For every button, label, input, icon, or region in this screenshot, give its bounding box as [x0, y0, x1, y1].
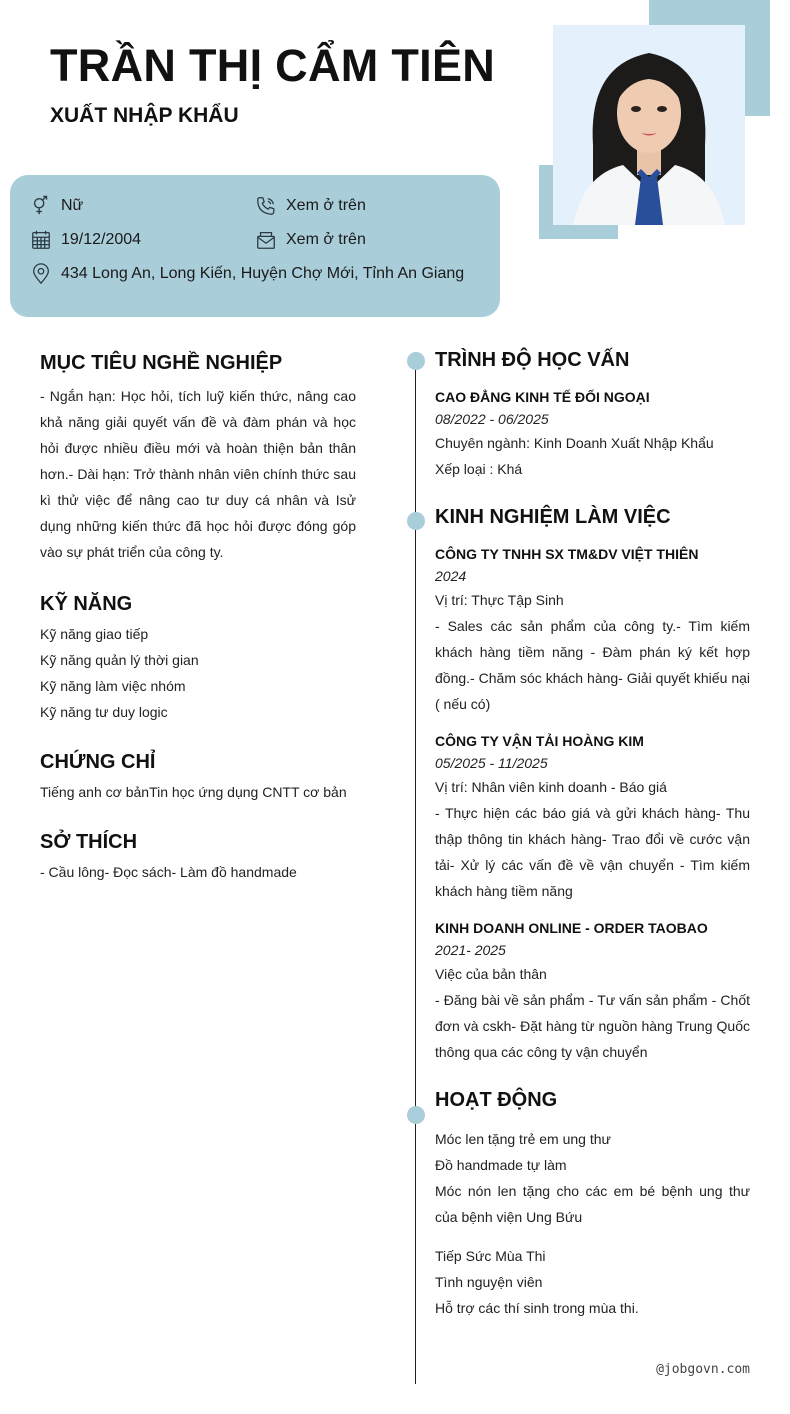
- birthday-value: 19/12/2004: [61, 231, 142, 248]
- education-title: TRÌNH ĐỘ HỌC VẤN: [435, 349, 630, 371]
- contact-birthday: [30, 229, 141, 251]
- objective-title: MỤC TIÊU NGHỀ NGHIỆP: [40, 352, 283, 374]
- contact-info-box: [10, 175, 500, 317]
- experience-title: KINH NGHIỆM LÀM VIỆC: [435, 506, 671, 528]
- activity-role: Đồ handmade tự làm: [435, 1157, 567, 1173]
- profile-photo-illustration: [553, 25, 745, 225]
- watermark: @jobgovn.com: [656, 1362, 750, 1377]
- education-date: 08/2022 - 06/2025: [435, 411, 549, 427]
- skill-item: Kỹ năng quản lý thời gian: [40, 652, 199, 668]
- experience-date: 2021- 2025: [435, 942, 506, 958]
- hobbies-section: [40, 831, 356, 885]
- experience-date: 2024: [435, 568, 467, 584]
- education-grade: Xếp loại : Khá: [435, 461, 523, 477]
- objective-text: - Ngắn hạn: Học hỏi, tích luỹ kiến thức, nâng cao khả năng giải quyết vấn đề và đàm phán và học hỏi được nhiều điều mới và hoàn thiện bản thân hơn.- Dài hạn: Trở thành nhân viên chính thức sau kì thử việc để nâng cao tư duy cá nhân và Isử dụng những kiến thức đã học hỏi được đóng góp vào sự phát triển của công ty.: [40, 388, 356, 560]
- mail-icon: [255, 229, 277, 251]
- experience-item: [435, 733, 750, 904]
- experience-description: - Đăng bài về sản phẩm - Tư vấn sản phẩm - Chốt đơn và cskh- Đặt hàng từ nguồn hàng Trung Quốc thông qua các công ty vận chuyển: [435, 992, 750, 1060]
- skill-item: Kỹ năng làm việc nhóm: [40, 678, 186, 694]
- profile-photo: [553, 25, 745, 225]
- contact-phone: [255, 195, 366, 217]
- activity-description: Móc nón len tặng cho các em bé bệnh ung thư của bệnh viện Ung Bứu: [435, 1183, 750, 1225]
- phone-value: Xem ở trên: [286, 197, 366, 214]
- objective-section: [40, 352, 356, 565]
- address-value: 434 Long An, Long Kiến, Huyện Chợ Mới, Tỉnh An Giang: [61, 265, 465, 282]
- skills-section: [40, 593, 356, 725]
- experience-item: [435, 546, 750, 717]
- experience-position: Việc của bản thân: [435, 966, 547, 982]
- skill-item: Kỹ năng tư duy logic: [40, 704, 168, 720]
- certificates-text: Tiếng anh cơ bảnTin học ứng dụng CNTT cơ bản: [40, 784, 347, 800]
- left-column: [40, 352, 356, 885]
- candidate-name: TRẦN THỊ CẨM TIÊN: [50, 40, 496, 91]
- email-value: Xem ở trên: [286, 231, 366, 248]
- gender-icon: [30, 195, 52, 217]
- calendar-icon: [30, 229, 52, 251]
- timeline-line: [415, 352, 416, 1384]
- certificates-title: CHỨNG CHỈ: [40, 751, 156, 773]
- activities-title: HOẠT ĐỘNG: [435, 1089, 558, 1111]
- timeline-dot-experience: [407, 512, 425, 530]
- hobbies-title: SỞ THÍCH: [40, 831, 138, 853]
- education-school: CAO ĐẲNG KINH TẾ ĐỐI NGOẠI: [435, 389, 650, 405]
- experience-position: Vị trí: Nhân viên kinh doanh - Báo giá: [435, 779, 667, 795]
- phone-icon: [255, 195, 277, 217]
- activity-role: Tình nguyện viên: [435, 1274, 543, 1290]
- experience-company: CÔNG TY TNHH SX TM&DV VIỆT THIÊN: [435, 546, 699, 562]
- experience-position: Vị trí: Thực Tập Sinh: [435, 592, 564, 608]
- experience-section: [435, 506, 750, 1065]
- activities-section: [435, 1089, 750, 1321]
- experience-company: KINH DOANH ONLINE - ORDER TAOBAO: [435, 920, 708, 936]
- skill-item: Kỹ năng giao tiếp: [40, 626, 149, 642]
- experience-description: - Thực hiện các báo giá và gửi khách hàng- Thu thập thông tin khách hàng- Trao đổi về cước vận tải- Xử lý các vấn đề về vận chuyển - Tìm kiếm khách hàng tiềm năng: [435, 805, 750, 899]
- right-column: [435, 349, 750, 1321]
- certificates-section: [40, 751, 356, 805]
- contact-gender: [30, 195, 83, 217]
- experience-description: - Sales các sản phẩm của công ty.- Tìm kiếm khách hàng tiềm năng - Đàm phán ký kết hợp đồng.- Chăm sóc khách hàng- Giải quyết khiếu nại ( nếu có): [435, 618, 750, 712]
- skills-list: [40, 621, 356, 725]
- activity-description: Hỗ trợ các thí sinh trong mùa thi.: [435, 1300, 639, 1316]
- hobbies-text: - Cầu lông- Đọc sách- Làm đồ handmade: [40, 864, 297, 880]
- contact-address: [30, 263, 464, 285]
- activity-item: [435, 1126, 750, 1230]
- timeline-dot-activities: [407, 1106, 425, 1124]
- education-major: Chuyên ngành: Kinh Doanh Xuất Nhập Khẩu: [435, 435, 714, 451]
- experience-item: [435, 920, 750, 1065]
- location-icon: [30, 263, 52, 285]
- contact-email: [255, 229, 366, 251]
- skills-title: KỸ NĂNG: [40, 593, 133, 615]
- job-title: XUẤT NHẬP KHẨU: [50, 104, 239, 127]
- gender-value: Nữ: [61, 197, 84, 214]
- activity-name: Móc len tặng trẻ em ung thư: [435, 1131, 611, 1147]
- timeline-dot-education: [407, 352, 425, 370]
- activity-name: Tiếp Sức Mùa Thi: [435, 1248, 546, 1264]
- experience-date: 05/2025 - 11/2025: [435, 755, 548, 771]
- education-section: [435, 349, 750, 482]
- activity-item: [435, 1243, 750, 1321]
- experience-company: CÔNG TY VẬN TẢI HOÀNG KIM: [435, 733, 644, 749]
